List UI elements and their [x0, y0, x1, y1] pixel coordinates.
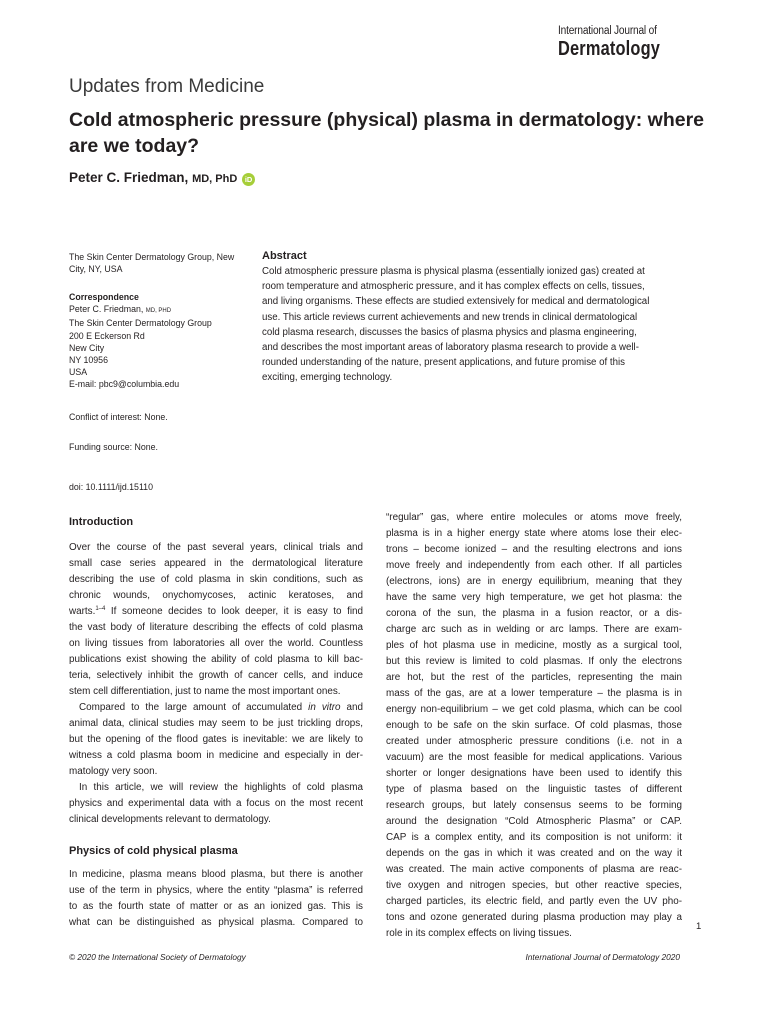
- body-line: In medicine, plasma means blood plasma, but there is another: [69, 869, 363, 880]
- body-line: depends on the gas in which it was created and on the way it: [386, 848, 682, 859]
- abstract-line: cold plasma research, discusses the basics of plasma physics and plasma engineering,: [262, 326, 637, 338]
- body-line: on living tissues from laboratories all over the world. Countless: [69, 638, 363, 649]
- body-line: are hot, but the rest of the particles, representing the main: [386, 672, 682, 683]
- body-line: role in its complex effects on living tissues.: [386, 928, 572, 939]
- body-line: plasma is in a higher energy state where atoms lose their elec-: [386, 528, 682, 539]
- body-line: tons and ozone generated during plasma production may play a: [386, 912, 682, 923]
- abstract-line: use. This article reviews current achievements and new trends in clinical dermatological: [262, 311, 638, 323]
- body-line: stem cell differentiation, just to name the most important ones.: [69, 686, 341, 697]
- body-line: move freely and independently from each other. If all particles: [386, 560, 682, 571]
- orcid-icon[interactable]: iD: [242, 173, 255, 186]
- abstract-line: rounded understanding of the nature, present applications, and future promise of this: [262, 357, 625, 369]
- body-line: the vast body of literature describing the effects of cold plasma: [69, 622, 363, 633]
- body-line: tive oxygen and nitrogen species, but other reactive species,: [386, 880, 682, 891]
- body-line: energy non-equilibrium – we get cold plasma, which can be cool: [386, 704, 682, 715]
- physics-body: [69, 867, 363, 931]
- correspondence-line: The Skin Center Dermatology Group: [69, 318, 212, 329]
- abstract-heading: Abstract: [262, 250, 307, 262]
- abstract-line: room temperature and atmospheric pressure, and it has complex effects on cells, tissues,: [262, 281, 645, 293]
- correspondence-degrees: MD, PHD: [145, 308, 172, 315]
- body-line: clinical developments relevant to dermatology.: [69, 814, 271, 825]
- body-line: but this review is limited to cold plasmas. If only the electrons: [386, 656, 682, 667]
- journal-logo-line2: Dermatology: [557, 37, 660, 60]
- doi[interactable]: doi: 10.1111/ijd.15110: [69, 482, 153, 492]
- footer-journal: International Journal of Dermatology 2020: [525, 952, 680, 962]
- affiliation-line: City, NY, USA: [69, 264, 123, 275]
- correspondence-line: NY 10956: [69, 355, 108, 366]
- footer-copyright: © 2020 the International Society of Dermatology: [69, 952, 246, 962]
- body-line: Over the course of the past several years, clinical trials and: [69, 542, 363, 553]
- funding-source: Funding source: None.: [69, 442, 158, 452]
- correspondence-block: [69, 291, 247, 391]
- correspondence-line: New City: [69, 342, 105, 353]
- physics-heading: Physics of cold physical plasma: [69, 845, 238, 857]
- correspondence-line: 200 E Eckerson Rd: [69, 330, 145, 341]
- body-line: to as the fourth state of matter or as an ionized gas. This is: [69, 901, 363, 912]
- body-line: matology very soon.: [69, 766, 158, 777]
- body-line: small case series appeared in the dermatological literature: [69, 558, 363, 569]
- body-line: use of the term in physics, where the entity “plasma” is referred: [69, 885, 363, 896]
- article-title: Cold atmospheric pressure (physical) plasma in dermatology: where are we today?: [69, 109, 705, 157]
- affiliation-line: The Skin Center Dermatology Group, New: [69, 252, 235, 262]
- affiliation: [69, 251, 247, 275]
- journal-logo: [558, 26, 682, 59]
- body-line: physics and experimental data with a focus on the most recent: [69, 798, 363, 809]
- warts-text-rest: If someone decides to look deeper, it is easy to find: [105, 606, 363, 617]
- body-line: trons – become ionized – and the resulting electrons and ions: [386, 544, 682, 555]
- body-line: was created. The main active components of plasma are reac-: [386, 864, 682, 875]
- body-line: have the same very high temperature, we get hot plasma: the: [386, 592, 682, 603]
- italic-term: in vitro: [308, 702, 341, 713]
- body-line: mass of the gas, are at a lower temperature – the plasma is in: [386, 688, 682, 699]
- body-line: [69, 604, 363, 620]
- abstract-line: exciting, emerging technology.: [262, 372, 393, 384]
- warts-text: warts.: [69, 606, 96, 617]
- body-line: [69, 700, 363, 716]
- journal-logo-line1: International Journal of: [557, 25, 657, 37]
- body-text: and: [340, 702, 363, 713]
- citation-superscript[interactable]: 1–4: [95, 606, 106, 612]
- introduction-heading: Introduction: [69, 516, 134, 528]
- body-line: corona of the sun, the plasma in a fusion reactor, or a dis-: [386, 608, 682, 619]
- abstract-line: Cold atmospheric pressure plasma is physical plasma (essentially ionized gas) created at: [262, 266, 645, 277]
- body-line: In this article, we will review the highlights of cold plasma: [79, 782, 363, 793]
- body-text: Compared to the large amount of accumulated: [79, 702, 309, 713]
- body-line: enough to be safe on the skin surface. Of cold plasmas, those: [386, 720, 682, 731]
- section-label: Updates from Medicine: [69, 76, 265, 97]
- body-line: (electrons, ions) are in energy equilibrium, meaning that they: [386, 576, 682, 587]
- abstract-line: and describes the most important areas of laboratory plasma research to provide a well-: [262, 342, 639, 354]
- body-line: “regular” gas, where entire molecules or atoms move freely,: [386, 512, 682, 523]
- body-line: but the opening of the flood gates is inevitable: we are likely to: [69, 734, 363, 745]
- author-line: [69, 170, 255, 186]
- abstract-line: and living organisms. These effects are studied extensively for medical and dermatological: [262, 296, 650, 308]
- right-column-body: [386, 510, 682, 942]
- correspondence-name: Peter C. Friedman,: [69, 304, 144, 315]
- abstract-body: [262, 264, 686, 386]
- correspondence-email[interactable]: E-mail: pbc9@columbia.edu: [69, 379, 180, 390]
- body-line: created under atmospheric pressure conditions (i.e. not in a: [386, 736, 682, 747]
- body-line: ples of hot plasma use in medicine, mostly as a surgical tool,: [386, 640, 682, 651]
- body-line: around the designation “Cold Atmospheric Plasma” or CAP.: [386, 816, 682, 827]
- body-line: charged particles, its electric field, and partly even the UV pho-: [386, 896, 682, 907]
- body-line: publications exist showing the ability of cold plasma to kill bac-: [69, 654, 363, 665]
- body-line: shorter or longer designations have been used to identify this: [386, 768, 682, 779]
- body-line: witness a cold plasma boom in medicine and especially in der-: [69, 750, 363, 761]
- correspondence-line: USA: [69, 367, 88, 378]
- correspondence-heading: Correspondence: [69, 292, 139, 302]
- body-line: vacuum) are the most feasible for medical applications. Various: [386, 752, 682, 763]
- page-number: 1: [696, 921, 702, 932]
- body-line: research groups, but lately consensus seems to be forming: [386, 800, 682, 811]
- body-line: type of plasma based on the linguistic tastes of different: [386, 784, 682, 795]
- author-name: Peter C. Friedman,: [69, 170, 189, 185]
- body-line: teria, selectively inhibit the growth of cancer cells, and induce: [69, 670, 363, 681]
- conflict-of-interest: Conflict of interest: None.: [69, 412, 168, 422]
- body-line: chronic wounds, onychomycoses, actinic keratoses, and: [69, 590, 363, 601]
- correspondence-name-line: [69, 303, 247, 317]
- body-line: charge arc such as in welding or arc lamps. There are exam-: [386, 624, 682, 635]
- body-line: describing the use of cold plasma in skin conditions, such as: [69, 574, 363, 585]
- author-degrees: MD, PhD: [192, 173, 238, 185]
- body-line: what can be distinguished as physical plasma. Compared to: [69, 917, 363, 928]
- body-line: animal data, clinical studies may seem to be just trickling drops,: [69, 718, 363, 729]
- introduction-body: [69, 540, 363, 828]
- body-line: CAP is a complex entity, and its composition is not uniform: it: [386, 832, 682, 843]
